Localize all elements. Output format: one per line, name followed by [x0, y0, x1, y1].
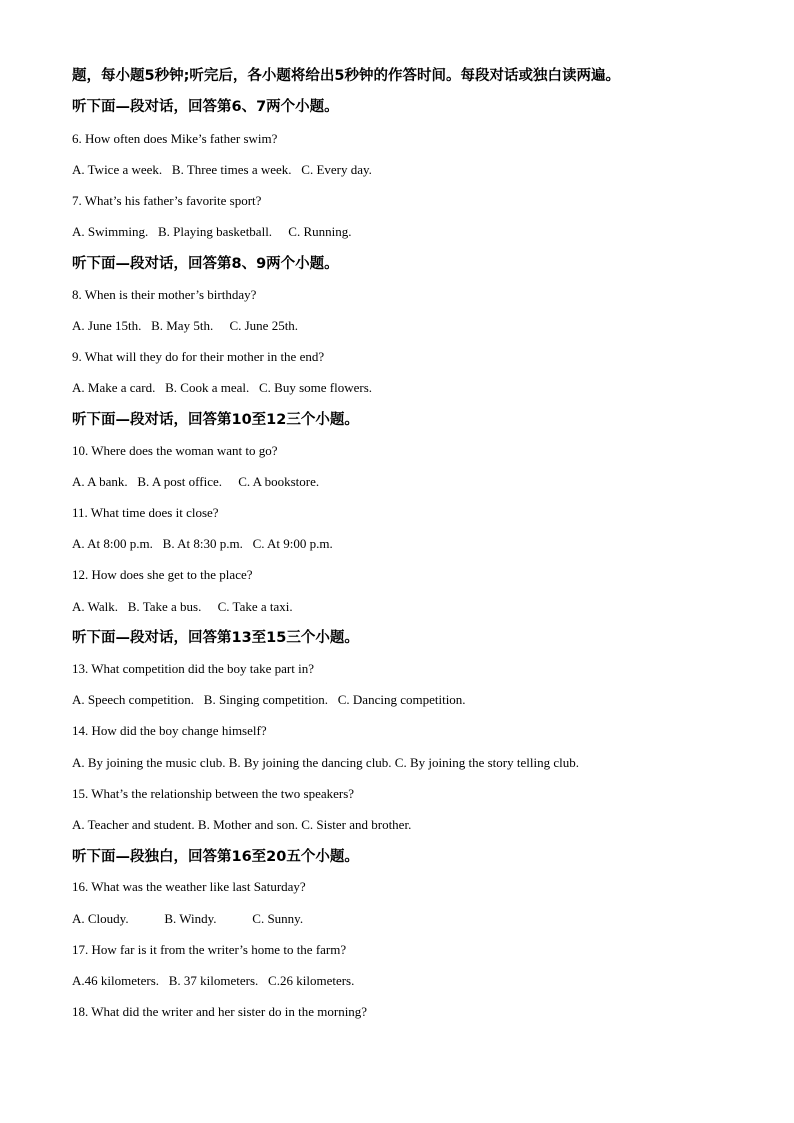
options-14: A. By joining the music club. B. By joining the dancing club. C. By joining the story telling club. [72, 755, 579, 770]
question-14: 14. How did the boy change himself? [72, 723, 267, 738]
question-12: 12. How does she get to the place? [72, 567, 253, 582]
options-10: A. A bank. B. A post office. C. A bookstore. [72, 474, 320, 489]
options-15: A. Teacher and student. B. Mother and son. C. Sister and brother. [72, 817, 412, 832]
question-7: 7. What’s his father’s favorite sport? [72, 193, 262, 208]
section-heading: 听下面—段对话，回答第13至15三个小题。 [72, 630, 359, 646]
options-13: A. Speech competition. B. Singing competition. C. Dancing competition. [72, 692, 466, 707]
options-16: A. Cloudy. B. Windy. C. Sunny. [72, 911, 304, 926]
question-16: 16. What was the weather like last Saturday? [72, 879, 306, 894]
options-9: A. Make a card. B. Cook a meal. C. Buy some flowers. [72, 380, 373, 395]
section-heading: 听下面—段对话，回答第6、7两个小题。 [72, 99, 339, 115]
section-heading: 听下面—段对话，回答第8、9两个小题。 [72, 256, 339, 272]
options-6: A. Twice a week. B. Three times a week. C. Every day. [72, 162, 372, 177]
question-10: 10. Where does the woman want to go? [72, 443, 278, 458]
question-8: 8. When is their mother’s birthday? [72, 287, 257, 302]
question-15: 15. What’s the relationship between the two speakers? [72, 786, 355, 801]
section-heading: 听下面—段独白，回答第16至20五个小题。 [72, 849, 359, 865]
question-18: 18. What did the writer and her sister do in the morning? [72, 1004, 368, 1019]
question-13: 13. What competition did the boy take part in? [72, 661, 315, 676]
options-17: A.46 kilometers. B. 37 kilometers. C.26 kilometers. [72, 973, 355, 988]
question-11: 11. What time does it close? [72, 505, 219, 520]
question-6: 6. How often does Mike’s father swim? [72, 131, 278, 146]
options-8: A. June 15th. B. May 5th. C. June 25th. [72, 318, 299, 333]
options-12: A. Walk. B. Take a bus. C. Take a taxi. [72, 599, 293, 614]
question-17: 17. How far is it from the writer’s home to the farm? [72, 942, 347, 957]
options-11: A. At 8:00 p.m. B. At 8:30 p.m. C. At 9:00 p.m. [72, 536, 333, 551]
section-heading: 听下面—段对话，回答第10至12三个小题。 [72, 412, 359, 428]
instruction-text: 题，每小题5秒钟;听完后，各小题将给出5秒钟的作答时间。每段对话或独白读两遍。 [72, 68, 620, 84]
question-9: 9. What will they do for their mother in the end? [72, 349, 325, 364]
options-7: A. Swimming. B. Playing basketball. C. Running. [72, 224, 352, 239]
